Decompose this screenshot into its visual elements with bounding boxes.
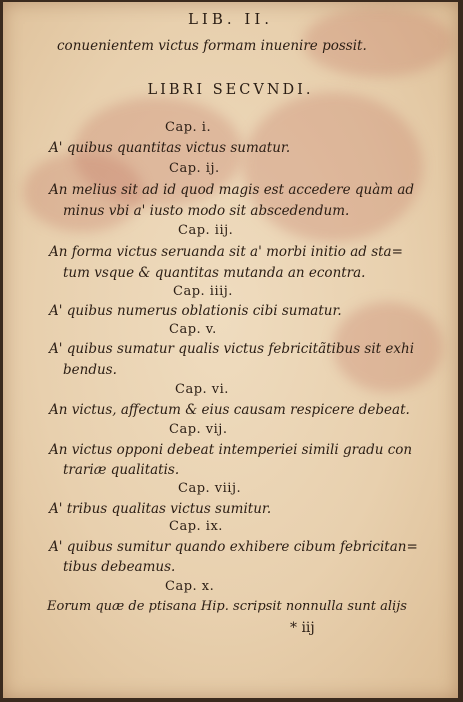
chapter-heading: Cap. vi. — [175, 382, 229, 397]
chapter-title: An victus, affectum & eius causam respicere debeat. — [49, 402, 410, 418]
chapter-title: An forma victus seruanda sit a' morbi initio ad sta= — [49, 244, 403, 260]
book-page — [3, 2, 458, 698]
chapter-heading: Cap. vij. — [169, 422, 228, 437]
chapter-heading: Cap. iij. — [178, 223, 234, 238]
chapter-title: An melius sit ad id quod magis est accedere quàm ad — [49, 182, 415, 198]
chapter-heading: Cap. ij. — [169, 161, 220, 176]
chapter-heading: Cap. viij. — [178, 481, 242, 496]
section-title: LIBRI SECVNDI. — [147, 82, 314, 98]
chapter-title: An victus opponi debeat intemperiei simili gradu con — [49, 442, 413, 458]
running-head: LIB. II. — [187, 10, 274, 28]
chapter-heading: Cap. i. — [165, 120, 212, 135]
intro-line: conuenientem victus formam inuenire possit. — [57, 38, 367, 54]
chapter-title: A' quibus sumitur quando exhibere cibum febricitan= — [49, 539, 418, 555]
chapter-title: tibus debeamus. — [63, 559, 176, 575]
chapter-title: A' quibus quantitas victus sumatur. — [49, 140, 291, 156]
signature-mark: * iij — [290, 620, 315, 636]
chapter-heading: Cap. iiij. — [173, 284, 233, 299]
chapter-title: bendus. — [63, 362, 117, 378]
chapter-heading: Cap. v. — [169, 322, 217, 337]
chapter-heading: Cap. ix. — [169, 519, 223, 534]
chapter-title: minus vbi a' iusto modo sit abscedendum. — [63, 203, 350, 219]
chapter-title: tum vsque & quantitas mutanda an econtra. — [63, 265, 366, 281]
chapter-heading: Cap. x. — [165, 579, 215, 594]
stain — [243, 92, 423, 242]
chapter-title: Eorum quæ de ptisana Hip. scripsit nonnulla sunt alijs — [47, 599, 407, 614]
chapter-title: A' quibus sumatur qualis victus febricitãtibus sit exhi — [49, 341, 415, 357]
chapter-title: trariæ qualitatis. — [63, 462, 180, 478]
chapter-title: A' quibus numerus oblationis cibi sumatur. — [49, 303, 342, 319]
chapter-title: A' tribus qualitas victus sumitur. — [49, 501, 272, 517]
